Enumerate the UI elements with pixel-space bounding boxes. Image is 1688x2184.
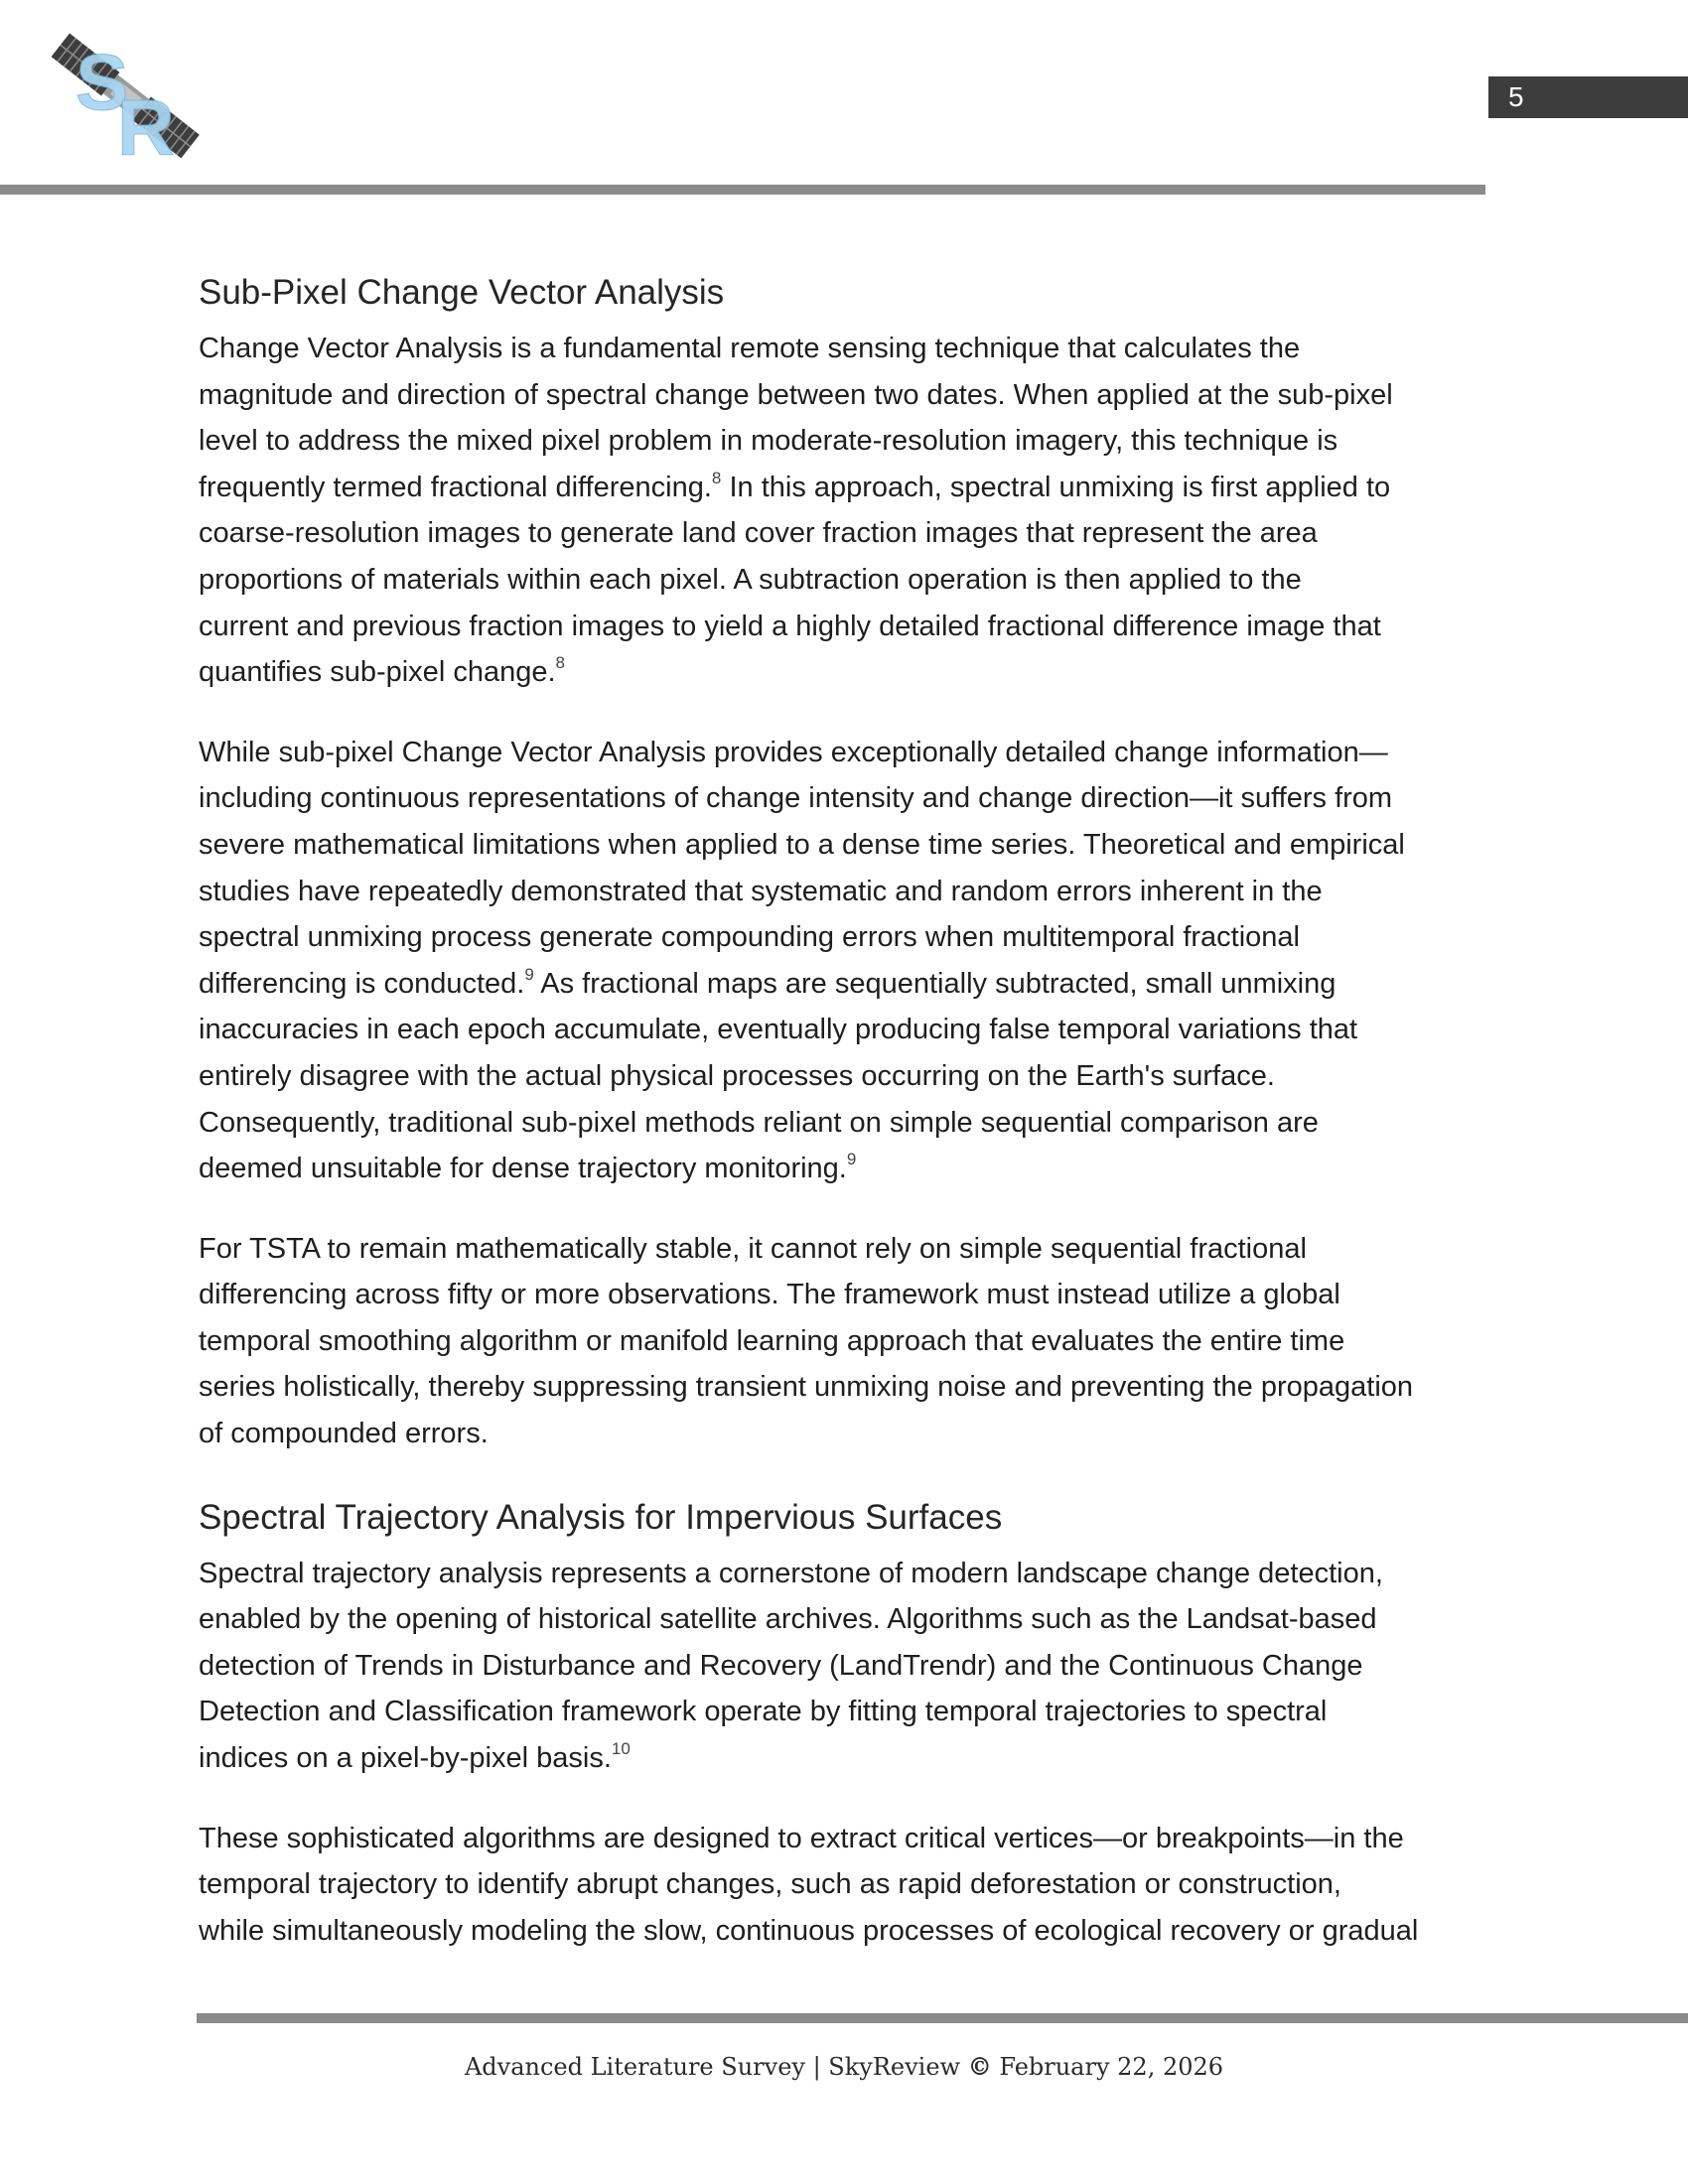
paragraph — [199, 730, 1484, 1192]
text-line: enabled by the opening of historical satellite archives. Algorithms such as the Landsat-based — [199, 1603, 1377, 1636]
paragraph — [199, 1816, 1484, 1955]
text-line: detection of Trends in Disturbance and Recovery (LandTrendr) and the Continuous Change — [199, 1649, 1363, 1682]
text-segment: indices on a pixel-by-pixel basis. — [199, 1742, 612, 1775]
footer-date: February 22, 2026 — [991, 2053, 1224, 2081]
text-line: Spectral trajectory analysis represents a cornerstone of modern landscape change detection, — [199, 1557, 1383, 1589]
citation-superscript: 8 — [711, 468, 722, 487]
text-segment: In this approach, spectral unmixing is first applied to — [721, 471, 1391, 503]
text-line: inaccuracies in each epoch accumulate, eventually producing false temporal variations that — [199, 1014, 1358, 1046]
section-heading: Spectral Trajectory Analysis for Impervious Surfaces — [199, 1497, 1003, 1537]
svg-text:R: R — [117, 83, 175, 165]
text-line: severe mathematical limitations when applied to a dense time series. Theoretical and empirical — [199, 828, 1405, 861]
text-line: Change Vector Analysis is a fundamental remote sensing technique that calculates the — [199, 333, 1301, 364]
citation-superscript: 9 — [846, 1150, 857, 1169]
text-line — [199, 1735, 1484, 1782]
paragraph — [199, 1226, 1484, 1457]
text-line: For TSTA to remain mathematically stable, it cannot rely on simple sequential fractional — [199, 1232, 1307, 1265]
text-line: proportions of materials within each pixel. A subtraction operation is then applied to the — [199, 563, 1302, 596]
text-segment: As fractional maps are sequentially subtracted, small unmixing — [533, 967, 1336, 1000]
text-line: entirely disagree with the actual physical processes occurring on the Earth's surface. — [199, 1059, 1275, 1092]
text-line — [199, 961, 1484, 1008]
text-segment: frequently termed fractional differencing. — [199, 471, 712, 503]
text-line: Detection and Classification framework operate by fitting temporal trajectories to spectral — [199, 1696, 1328, 1728]
text-line — [199, 649, 1484, 696]
text-line: While sub-pixel Change Vector Analysis provides exceptionally detailed change information— — [199, 736, 1388, 768]
satellite-logo-graphic — [40, 26, 209, 165]
paragraph — [199, 326, 1484, 696]
skyreview-logo — [40, 26, 209, 165]
text-line: current and previous fraction images to yield a highly detailed fractional difference image that — [199, 610, 1381, 642]
text-line: These sophisticated algorithms are designed to extract critical vertices—or breakpoints—in the — [199, 1822, 1404, 1854]
text-line: while simultaneously modeling the slow, continuous processes of ecological recovery or gradual — [199, 1914, 1419, 1947]
text-segment: quantifies sub-pixel change. — [199, 656, 556, 689]
text-line — [199, 1146, 1484, 1192]
text-line: Consequently, traditional sub-pixel methods reliant on simple sequential comparison are — [199, 1106, 1319, 1139]
page-footer — [0, 2049, 1688, 2085]
text-line: temporal smoothing algorithm or manifold learning approach that evaluates the entire time — [199, 1324, 1345, 1357]
text-line: of compounded errors. — [199, 1418, 489, 1450]
paragraph — [199, 1551, 1484, 1782]
svg-text:S: S — [75, 38, 129, 126]
citation-superscript: 8 — [555, 653, 565, 673]
copyright-symbol: © — [967, 2052, 992, 2081]
text-line: level to address the mixed pixel problem in moderate-resolution imagery, this technique is — [199, 425, 1338, 458]
citation-superscript: 9 — [524, 964, 534, 984]
text-line: coarse-resolution images to generate land cover fraction images that represent the area — [199, 517, 1318, 550]
article-body — [199, 266, 1484, 1987]
text-line: studies have repeatedly demonstrated that systematic and random errors inherent in the — [199, 875, 1323, 907]
text-line: including continuous representations of change intensity and change direction—it suffers from — [199, 782, 1393, 815]
page-number: 5 — [1508, 81, 1524, 112]
text-segment: differencing is conducted. — [199, 967, 525, 1000]
text-line — [199, 465, 1484, 511]
text-line: temporal trajectory to identify abrupt changes, such as rapid deforestation or construction, — [199, 1868, 1341, 1901]
header-divider — [0, 185, 1485, 195]
footer-divider — [197, 2013, 1688, 2023]
footer-title: Advanced Literature Survey | SkyReview — [464, 2053, 968, 2081]
citation-superscript: 10 — [611, 1739, 631, 1759]
text-segment: deemed unsuitable for dense trajectory monitoring. — [199, 1153, 847, 1185]
text-line: differencing across fifty or more observations. The framework must instead utilize a global — [199, 1279, 1340, 1311]
page-number-tab — [1488, 76, 1688, 118]
text-line: magnitude and direction of spectral change between two dates. When applied at the sub-pixel — [199, 378, 1393, 411]
section-heading: Sub-Pixel Change Vector Analysis — [199, 273, 725, 312]
text-line: series holistically, thereby suppressing transient unmixing noise and preventing the propagation — [199, 1371, 1414, 1404]
text-line: spectral unmixing process generate compounding errors when multitemporal fractional — [199, 921, 1300, 954]
